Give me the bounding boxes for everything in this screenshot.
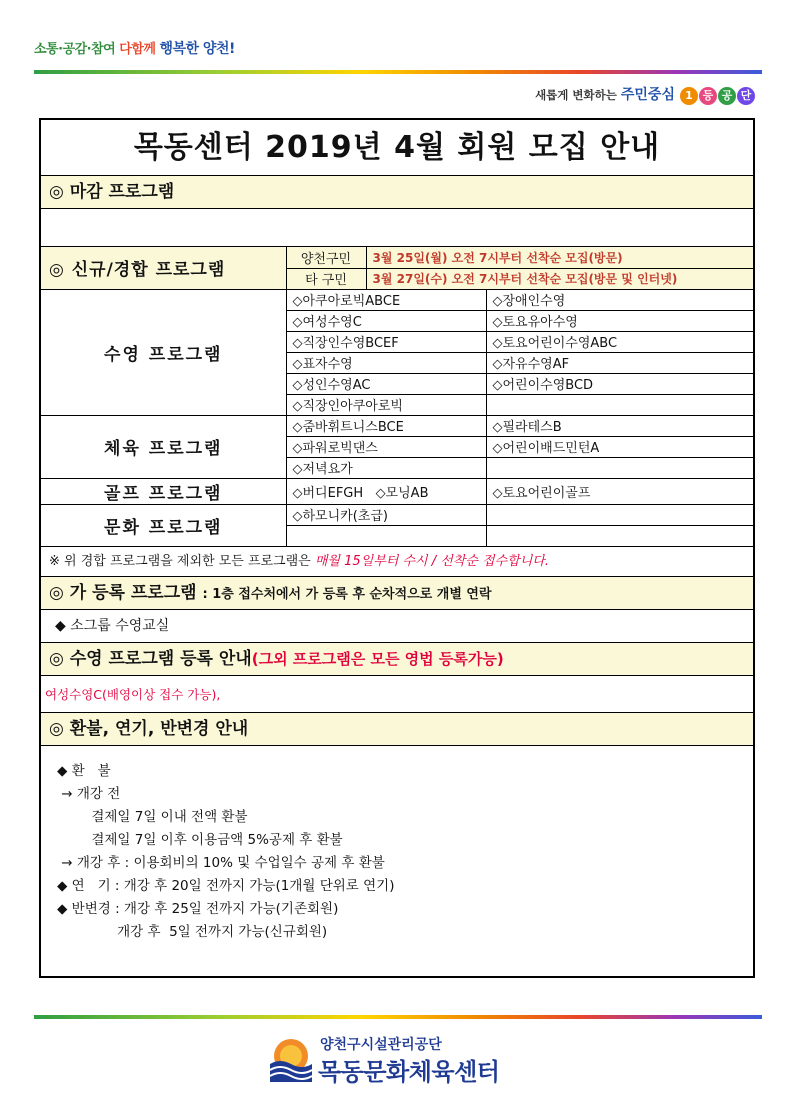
badge-2: 등 bbox=[699, 87, 717, 105]
refund-line: ◆ 반변경 : 개강 후 25일 전까지 가능(기존회원) bbox=[57, 900, 339, 917]
refund-line: → 개강 전 bbox=[57, 785, 121, 802]
notice-frame bbox=[39, 118, 755, 978]
footer-center: 목동문화체육센터 bbox=[318, 1058, 500, 1086]
program-item: ◇직장인수영BCEF bbox=[286, 331, 486, 352]
notice-line bbox=[41, 547, 753, 577]
sub-slogan bbox=[535, 84, 755, 105]
sub-slogan-blue: 주민중심 bbox=[620, 87, 675, 103]
schedule-when: 3월 27일(수) 오전 7시부터 선착순 모집(방문 및 인터넷) bbox=[366, 268, 753, 289]
program-item: ◇하모니카(초급) bbox=[286, 504, 486, 525]
tentative-section-header bbox=[41, 577, 753, 610]
bottom-rainbow-divider bbox=[34, 1015, 762, 1019]
notice-text: ※ 위 경합 프로그램을 제외한 모든 프로그램은 bbox=[49, 553, 311, 569]
schedule-when: 3월 25일(월) 오전 7시부터 선착순 모집(방문) bbox=[366, 247, 753, 268]
program-item: ◇파워로빅댄스 bbox=[286, 436, 486, 457]
golf-category: 골프 프로그램 bbox=[41, 478, 286, 504]
top-rainbow-divider bbox=[34, 70, 762, 74]
program-item: ◇아쿠아로빅ABCE bbox=[286, 289, 486, 310]
program-item: ◇토요유아수영 bbox=[486, 310, 753, 331]
program-item bbox=[486, 504, 753, 525]
program-item bbox=[486, 525, 753, 546]
sub-slogan-text: 새롭게 변화하는 bbox=[535, 88, 617, 102]
program-item-golf-1: ◇버디EFGH bbox=[292, 485, 364, 501]
refund-line: 결제일 7일 이후 이용금액 5%공제 후 환불 bbox=[57, 831, 343, 848]
swim-reg-label: ◎ 수영 프로그램 등록 안내 bbox=[49, 648, 252, 669]
swim-reg-note: (그외 프로그램은 모든 영법 등록가능) bbox=[251, 649, 504, 668]
program-item: ◇표자수영 bbox=[286, 352, 486, 373]
slogan bbox=[34, 38, 235, 58]
program-item: ◇어린이수영BCD bbox=[486, 373, 753, 394]
swim-reg-detail: 여성수영C(배영이상 접수 가능), bbox=[41, 676, 753, 713]
slogan-mid: 다함께 bbox=[119, 42, 156, 57]
tentative-item: ◆ 소그룹 수영교실 bbox=[41, 610, 753, 643]
badge-3: 공 bbox=[718, 87, 736, 105]
program-item: ◇어린이배드민턴A bbox=[486, 436, 753, 457]
refund-line: ◆ 환 불 bbox=[57, 762, 111, 779]
footer-logo bbox=[268, 1030, 528, 1090]
program-item: ◇줌바휘트니스BCE bbox=[286, 415, 486, 436]
tentative-desc: : 1층 접수처에서 가 등록 후 순차적으로 개별 연락 bbox=[202, 586, 492, 602]
sports-category: 체육 프로그램 bbox=[41, 415, 286, 478]
program-item bbox=[486, 394, 753, 415]
program-item bbox=[286, 478, 486, 504]
sun-wave-logo-icon bbox=[268, 1036, 314, 1082]
slogan-prefix: 소통·공감·참여 bbox=[34, 42, 116, 57]
closed-section-body bbox=[41, 209, 753, 247]
program-item: ◇토요어린이골프 bbox=[486, 478, 753, 504]
program-item: ◇여성수영C bbox=[286, 310, 486, 331]
program-item: ◇장애인수영 bbox=[486, 289, 753, 310]
program-item-golf-2: ◇모닝AB bbox=[375, 485, 429, 501]
schedule-who: 양천구민 bbox=[286, 247, 366, 268]
schedule-who: 타 구민 bbox=[286, 268, 366, 289]
page-title: 목동센터 2019년 4월 회원 모집 안내 bbox=[41, 120, 753, 176]
program-item: ◇저녁요가 bbox=[286, 457, 486, 478]
program-item: ◇토요어린이수영ABC bbox=[486, 331, 753, 352]
refund-line: ◆ 연 기 : 개강 후 20일 전까지 가능(1개월 단위로 연기) bbox=[57, 877, 395, 894]
culture-category: 문화 프로그램 bbox=[41, 504, 286, 546]
program-item: ◇자유수영AF bbox=[486, 352, 753, 373]
refund-section-header: ◎ 환불, 연기, 반변경 안내 bbox=[41, 713, 753, 746]
swim-reg-section-header bbox=[41, 643, 753, 676]
refund-line: 개강 후 5일 전까지 가능(신규회원) bbox=[57, 923, 328, 940]
footer-org: 양천구시설관리공단 bbox=[320, 1037, 442, 1053]
refund-line: → 개강 후 : 이용회비의 10% 및 수업일수 공제 후 환불 bbox=[57, 854, 385, 871]
program-item: ◇필라테스B bbox=[486, 415, 753, 436]
program-item: ◇성인수영AC bbox=[286, 373, 486, 394]
program-item: ◇직장인아쿠아로빅 bbox=[286, 394, 486, 415]
badge-4: 단 bbox=[737, 87, 755, 105]
swim-category: 수영 프로그램 bbox=[41, 289, 286, 415]
program-item bbox=[486, 457, 753, 478]
refund-line: 결제일 7일 이내 전액 환불 bbox=[57, 808, 248, 825]
new-section-header: ◎ 신규/경합 프로그램 bbox=[41, 247, 286, 289]
closed-section-header: ◎ 마감 프로그램 bbox=[41, 176, 753, 209]
slogan-suffix: 행복한 양천! bbox=[159, 41, 235, 57]
program-table bbox=[41, 247, 753, 547]
badge-1: 1 bbox=[680, 87, 698, 105]
refund-body bbox=[41, 746, 753, 944]
notice-highlight: 매월 15일부터 수시 / 선착순 접수합니다. bbox=[314, 553, 549, 569]
tentative-label: ◎ 가 등록 프로그램 bbox=[49, 582, 197, 603]
program-item bbox=[286, 525, 486, 546]
